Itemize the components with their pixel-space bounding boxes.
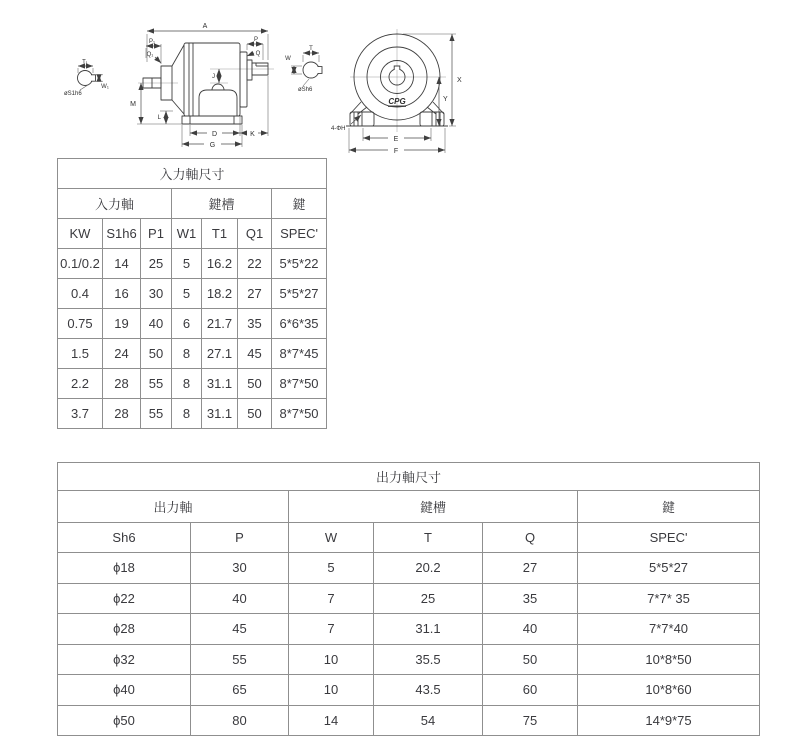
table-row <box>58 339 327 369</box>
table-cell: 40 <box>483 614 578 645</box>
table-cell: ϕ22 <box>58 583 191 614</box>
table-cell: 55 <box>141 369 172 399</box>
table-row <box>58 583 760 614</box>
table-cell: 19 <box>103 309 141 339</box>
table-cell: 7*7*40 <box>578 614 760 645</box>
input-table-header-row <box>58 219 327 249</box>
table-cell: 8 <box>172 369 202 399</box>
table-cell: 8*7*45 <box>272 339 327 369</box>
input-shaft-diameter-label: øS1h6 <box>64 91 82 97</box>
table-cell: 16.2 <box>202 249 238 279</box>
dim-label-j: J <box>212 74 215 80</box>
table-row <box>58 705 760 736</box>
table-cell: ϕ32 <box>58 644 191 675</box>
table-cell: 55 <box>191 644 289 675</box>
table-cell: 10 <box>289 644 374 675</box>
output-table-header-row <box>58 523 760 553</box>
table-cell: 7 <box>289 614 374 645</box>
dim-label-e: E <box>393 136 399 143</box>
dim-label-t1: T₁ <box>82 59 88 66</box>
table-row <box>58 279 327 309</box>
table-cell: ϕ18 <box>58 553 191 584</box>
table-cell: ϕ50 <box>58 705 191 736</box>
table-cell: 35.5 <box>374 644 483 675</box>
table-cell: 40 <box>191 583 289 614</box>
output-table-title: 出力軸尺寸 <box>58 463 760 491</box>
table-row <box>58 553 760 584</box>
table-cell: 5*5*27 <box>578 553 760 584</box>
table-cell: 35 <box>238 309 272 339</box>
output-table-title-row <box>58 463 760 491</box>
table-cell: 5 <box>172 279 202 309</box>
table-cell: 1.5 <box>58 339 103 369</box>
dim-label-x: X <box>457 77 462 84</box>
cpg-logo: CPG <box>388 97 406 106</box>
column-header: S1h6 <box>103 219 141 249</box>
table-row <box>58 369 327 399</box>
column-header: KW <box>58 219 103 249</box>
dim-label-m: M <box>130 101 136 108</box>
table-cell: 8 <box>172 339 202 369</box>
table-cell: 65 <box>191 675 289 706</box>
group-keyway: 鍵槽 <box>289 491 578 523</box>
table-cell: ϕ28 <box>58 614 191 645</box>
table-cell: 30 <box>141 279 172 309</box>
table-cell: 5*5*27 <box>272 279 327 309</box>
table-cell: 28 <box>103 369 141 399</box>
mounting-holes-label: 4-ΦH <box>331 126 346 132</box>
gearbox-front-view <box>331 29 462 155</box>
dim-label-d: D <box>211 131 218 138</box>
table-cell: 7*7* 35 <box>578 583 760 614</box>
dim-label-k: K <box>250 131 255 138</box>
table-cell: 8 <box>172 399 202 429</box>
table-cell: 14 <box>103 249 141 279</box>
dim-label-p1: P₁ <box>148 39 156 45</box>
table-cell: 20.2 <box>374 553 483 584</box>
table-cell: 6 <box>172 309 202 339</box>
table-cell: 28 <box>103 399 141 429</box>
table-cell: 80 <box>191 705 289 736</box>
output-shaft-table <box>57 462 760 736</box>
table-cell: 54 <box>374 705 483 736</box>
input-table-title-row <box>58 159 327 189</box>
table-cell: 21.7 <box>202 309 238 339</box>
table-cell: 5 <box>172 249 202 279</box>
table-cell: 16 <box>103 279 141 309</box>
technical-drawings <box>0 0 800 160</box>
table-cell: 50 <box>483 644 578 675</box>
dim-label-a: A <box>202 23 208 30</box>
table-cell: 0.1/0.2 <box>58 249 103 279</box>
dim-label-l: L <box>157 115 161 121</box>
output-shaft-diameter-label: øSh6 <box>298 87 313 93</box>
input-table-title: 入力軸尺寸 <box>58 159 327 189</box>
table-cell: 30 <box>191 553 289 584</box>
dim-label-p: P <box>253 37 259 43</box>
column-header: W <box>289 523 374 553</box>
table-row <box>58 249 327 279</box>
table-cell: 25 <box>141 249 172 279</box>
table-cell: ϕ40 <box>58 675 191 706</box>
column-header: Q <box>483 523 578 553</box>
table-cell: 8*7*50 <box>272 369 327 399</box>
column-header: P <box>191 523 289 553</box>
column-header: W1 <box>172 219 202 249</box>
table-cell: 31.1 <box>202 399 238 429</box>
dim-label-w1: W₁ <box>101 84 109 90</box>
table-cell: 27 <box>238 279 272 309</box>
output-table-group-row <box>58 491 760 523</box>
table-cell: 31.1 <box>202 369 238 399</box>
table-cell: 27 <box>483 553 578 584</box>
table-cell: 45 <box>191 614 289 645</box>
dim-label-q: Q <box>255 51 261 57</box>
dim-label-w: W <box>285 56 291 62</box>
table-cell: 31.1 <box>374 614 483 645</box>
table-cell: 6*6*35 <box>272 309 327 339</box>
group-input-shaft: 入力軸 <box>58 189 172 219</box>
dim-label-g: G <box>209 142 216 149</box>
table-cell: 10 <box>289 675 374 706</box>
table-cell: 45 <box>238 339 272 369</box>
table-cell: 10*8*60 <box>578 675 760 706</box>
table-cell: 27.1 <box>202 339 238 369</box>
table-cell: 50 <box>238 399 272 429</box>
input-shaft-table <box>57 158 327 429</box>
group-output-shaft: 出力軸 <box>58 491 289 523</box>
column-header: SPEC' <box>272 219 327 249</box>
table-row <box>58 644 760 675</box>
column-header: T1 <box>202 219 238 249</box>
gearbox-side-view <box>130 23 274 149</box>
table-cell: 0.4 <box>58 279 103 309</box>
dim-label-t: T <box>309 46 313 52</box>
table-cell: 50 <box>141 339 172 369</box>
table-cell: 7 <box>289 583 374 614</box>
group-key: 鍵 <box>578 491 760 523</box>
table-cell: 43.5 <box>374 675 483 706</box>
table-cell: 75 <box>483 705 578 736</box>
table-cell: 5 <box>289 553 374 584</box>
table-cell: 22 <box>238 249 272 279</box>
column-header: Sh6 <box>58 523 191 553</box>
dim-label-y: Y <box>443 96 448 103</box>
table-cell: 10*8*50 <box>578 644 760 675</box>
column-header: T <box>374 523 483 553</box>
table-cell: 14*9*75 <box>578 705 760 736</box>
table-row <box>58 309 327 339</box>
dim-label-q1: Q₁ <box>146 52 154 58</box>
table-row <box>58 675 760 706</box>
group-keyway: 鍵槽 <box>172 189 272 219</box>
table-cell: 14 <box>289 705 374 736</box>
table-cell: 8*7*50 <box>272 399 327 429</box>
table-row <box>58 614 760 645</box>
output-shaft-section-detail <box>285 46 322 93</box>
table-cell: 40 <box>141 309 172 339</box>
table-cell: 50 <box>238 369 272 399</box>
table-cell: 2.2 <box>58 369 103 399</box>
column-header: P1 <box>141 219 172 249</box>
table-cell: 35 <box>483 583 578 614</box>
table-cell: 24 <box>103 339 141 369</box>
dim-label-f: F <box>393 148 399 155</box>
column-header: SPEC' <box>578 523 760 553</box>
group-key: 鍵 <box>272 189 327 219</box>
table-cell: 5*5*22 <box>272 249 327 279</box>
table-cell: 0.75 <box>58 309 103 339</box>
table-cell: 25 <box>374 583 483 614</box>
table-cell: 55 <box>141 399 172 429</box>
table-cell: 60 <box>483 675 578 706</box>
cpg-logo-underline <box>388 106 406 107</box>
input-table-group-row <box>58 189 327 219</box>
column-header: Q1 <box>238 219 272 249</box>
table-row <box>58 399 327 429</box>
table-cell: 18.2 <box>202 279 238 309</box>
input-shaft-section-detail <box>64 60 109 98</box>
table-cell: 3.7 <box>58 399 103 429</box>
